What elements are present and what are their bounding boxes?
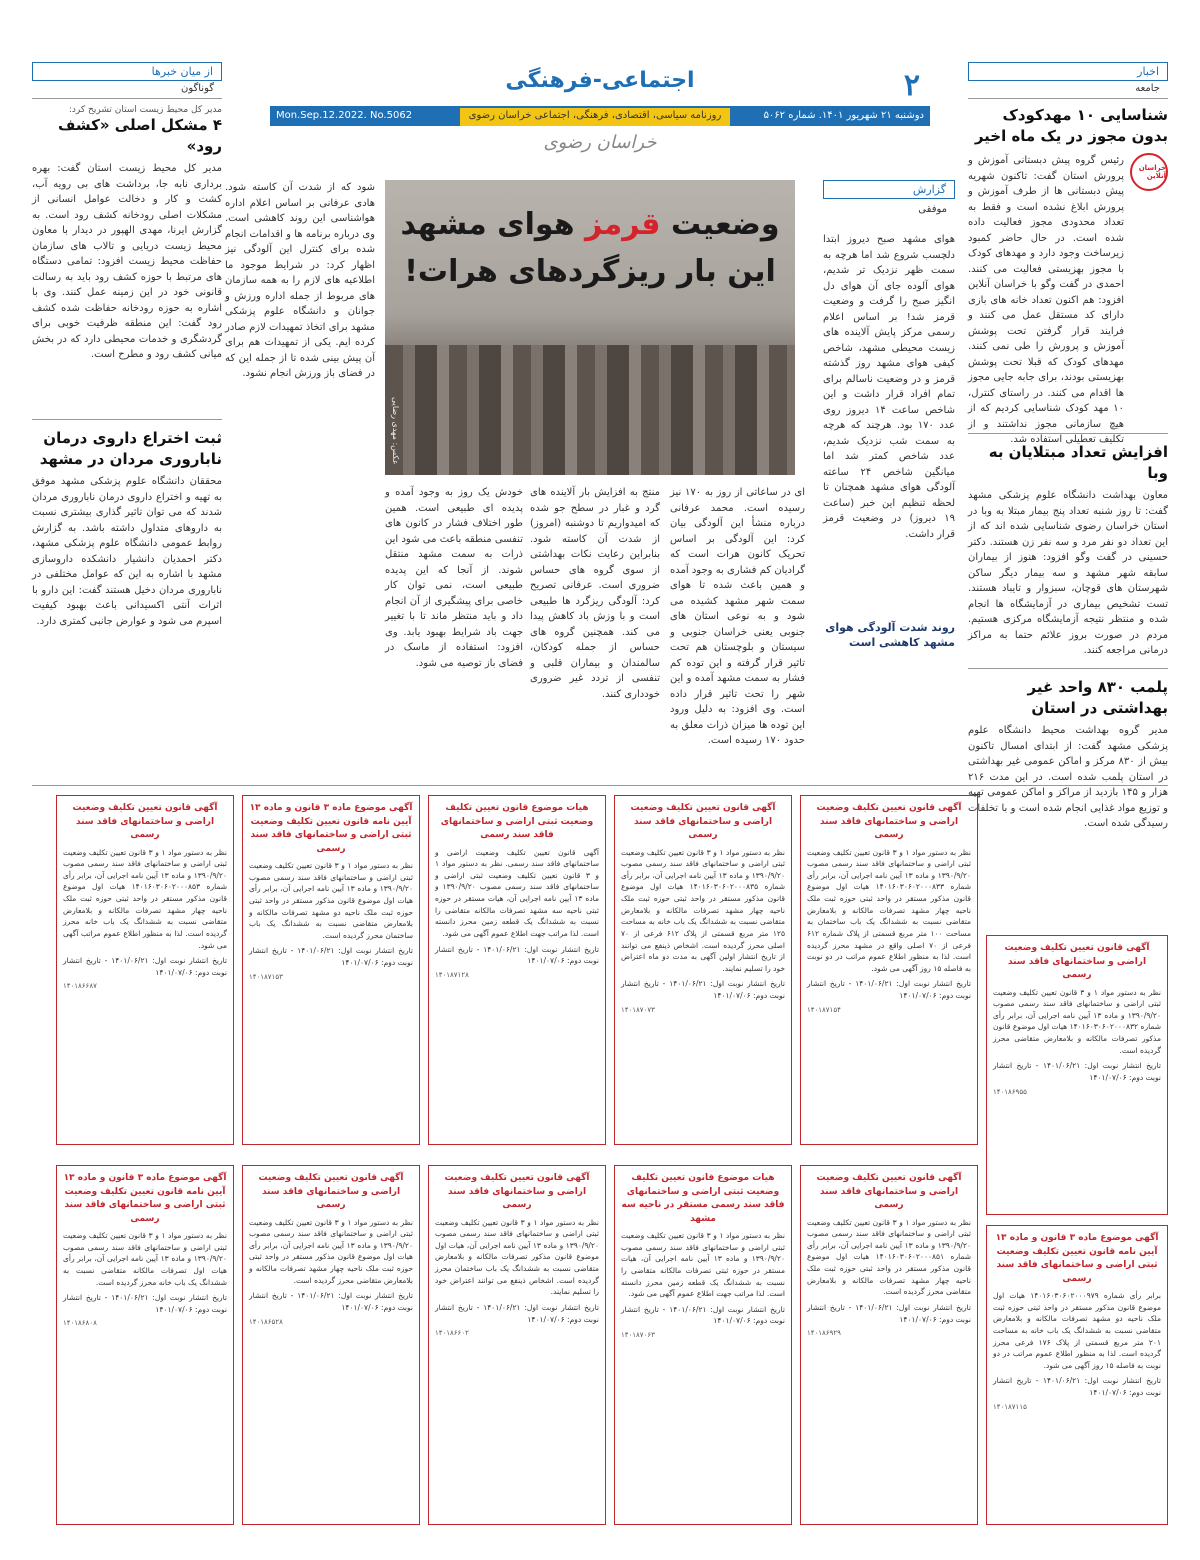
ads-top-rule [32,785,1168,786]
ad-body: نظر به دستور مواد ۱ و ۳ قانون تعیین تکلیف وضعیت ثبتی اراضی و ساختمانهای فاقد سند رسمی مصوب ۱۳۹۰/۹/۲۰ و ماده ۱۳ آیین نامه اجرایی آن، برابر رأی شماره ۱۴۰۱۶۰۳۰۶۰۲۰۰۰۸۳۲ هیات اول موضوع قانون مذکور تصرفات مالکانه و بلامعارض متقاضی محرز گردیده است. [993,987,1161,1055]
briefs-section-tag: از میان خبرها [32,62,222,81]
section-title: اجتماعی-فرهنگی [505,68,695,93]
legal-ad [428,795,606,1145]
legal-ad [56,1165,234,1525]
ad-body: نظر به دستور مواد ۱ و ۳ قانون تعیین تکلیف وضعیت ثبتی اراضی و ساختمانهای فاقد سند رسمی مصوب ۱۳۹۰/۹/۲۰ و ماده ۱۳ آیین نامه اجرایی آن، برابر رأی شماره ۱۴۰۱۶۰۳۰۶۰۲۰۰۰۸۵۳ هیات اول موضوع قانون مذکور مستقر در واحد ثبتی حوزه ثبت ملک ناحیه چهار مشهد تصرفات مالکانه و بلامعارض متقاضی نسبت به ششدانگ یک باب خانه محرز گردیده است. لذا به منظور اطلاع عموم مراتب آگهی می شود. [63,847,227,950]
ad-body: آگهی قانون تعیین تکلیف وضعیت اراضی و ساختمانهای فاقد سند رسمی. نظر به دستور مواد ۱ و ۳ قانون تعیین تکلیف وضعیت ثبتی اراضی و ساختمانهای فاقد سند رسمی مصوب ۱۳۹۰/۹/۲۰ و ماده ۱۳ آیین نامه اجرایی آن، هیات مستقر در حوزه ثبتی ناحیه سه مشهد تصرفات مالکانه متقاضی را نسبت به ششدانگ یک قطعه زمین محرز دانسته است. لذا مراتب جهت اطلاع عموم آگهی می شود. [435,847,599,938]
ad-dates: تاریخ انتشار نوبت اول: ۱۴۰۱/۰۶/۲۱ - تاریخ انتشار نوبت دوم: ۱۴۰۱/۰۷/۰۶ [435,1302,599,1324]
ad-title: هیات موضوع قانون تعیین تکلیف وضعیت ثبتی اراضی و ساختمانهای فاقد سند رسمی [440,803,594,840]
ad-title: آگهی قانون تعیین تکلیف وضعیت اراضی و ساختمانهای فاقد سند رسمی [258,1173,404,1210]
report-subhead: روند شدت آلودگی هوای مشهد کاهشی است [825,621,955,650]
ad-title: آگهی قانون تعیین تکلیف وضعیت اراضی و ساختمانهای فاقد سند رسمی [72,803,218,840]
news-title-2[interactable]: افزایش تعداد مبتلایان به وبا [988,443,1168,482]
news-title-3[interactable]: پلمب ۸۳۰ واحد غیر بهداشتی در استان [1027,678,1168,717]
ad-code: ۱۴۰۱۸۷۱۵۳ [249,972,283,981]
briefs-sub-tag: گوناگون [180,83,214,94]
ad-title: آگهی قانون تعیین تکلیف وضعیت اراضی و ساختمانهای فاقد سند رسمی [816,803,962,840]
report-intro: هوای مشهد صبح دیروز ابتدا دلچسب شروع شد اما هرچه به سمت ظهر نزدیک تر شدیم، هوای آلوده جای آن هوای دل انگیز صبح را گرفت و وضعیت قرمز شد! بر اساس اعلام رسمی مرکز پایش آلاینده های زیست محیطی مشهد، شاخص کیفی هوای مشهد روز گذشته قرمز و در وضعیت ناسالم برای تمام افراد قرار داشت و این شاخص ساعت ۱۴ دیروز روی عدد ۱۷۰ بود. هرچند که هرچه به سمت شب نزدیک شدیم، عدد شاخص کمتر شد اما میانگین شاخص ۲۴ ساعته آلودگی هوای مشهد همچنان تا لحظه تنظیم این خبر (ساعت ۱۹ دیروز) در وضعیت قرمز قرار داشت. [823,234,955,540]
divider [32,98,222,99]
brief-body-2: محققان دانشگاه علوم پزشکی مشهد موفق به تهیه و اختراع داروی درمان ناباروری مردان شدند که می توان تاثیر گذاری بیشتری نسبت به داروهای متداول داشته باشد. به گزارش روابط عمومی دانشگاه علوم پزشکی مشهد، دکتر احمدیان دانشیار دانشکده داروسازی مشهد با اشاره به این که عوامل مختلفی در ناباروری مردان دخیل هستند گفت: این دارو با اثرات آنتی اکسیدانی باعث بهبود کیفیت اسپرم می شود و عوارض جانبی کمتری دارد. [32,476,222,627]
ad-body: نظر به دستور مواد ۱ و ۳ قانون تعیین تکلیف وضعیت ثبتی اراضی و ساختمانهای فاقد سند رسمی مصوب ۱۳۹۰/۹/۲۰ و ماده ۱۳ آیین نامه اجرایی آن، برابر رأی شماره ۱۴۰۱۶۰۳۰۶۰۲۰۰۰۸۳۳ هیات اول موضوع قانون مذکور مستقر در واحد ثبتی حوزه ثبت ملک ناحیه چهار مشهد تصرفات مالکانه و بلامعارض متقاضی نسبت به ششدانگ یک باب ساختمان به مساحت ۱۰۰ متر مربع قسمتی از پلاک شماره ۶۱۲ فرعی از ۷۰ اصلی واقع در مشهد محرز گردیده است. لذا به منظور اطلاع عموم مراتب در دو نوبت به فاصله ۱۵ روز آگهی می شود. [807,847,971,973]
brief-title-2[interactable]: ثبت اختراع داروی درمان ناباروری مردان در مشهد [39,429,222,468]
report-headline [385,202,795,295]
headline-line-1: وضعیت قرمز هوای مشهد [400,207,780,242]
ad-title: آگهی موضوع ماده ۳ قانون و ماده ۱۳ آیین نامه قانون تعیین تکلیف وضعیت ثبتی اراضی و ساختمانهای فاقد سند رسمی [63,1173,227,1224]
khorasan-online-logo: خراسان آنلاین [1130,153,1168,191]
report-tag: گزارش [823,180,955,199]
news-body-2: معاون بهداشت دانشگاه علوم پزشکی مشهد گفت: تا روز شنبه تعداد پنج بیمار مبتلا به وبا در استان خراسان رضوی شناسایی شده اند که از این تعداد دو نفر مرد و سه نفر زن هستند. دکتر حسینی در گفت وگو افزود: هنوز از بیماران سابقه شهر مشهد و سه بیمار دیگر ساکن شهرستان های قوچان، سبزوار و تایباد هستند. تست تشخیص بیماری در آزمایشگاه ها انجام شده و منتظر نتیجه آزمایشگاه مرکزی هستیم. مردم در صورت بروز علائم حتما به مراکز درمانی مراجعه کنند. [968,490,1168,656]
ad-code: ۱۴۰۱۸۶۹۵۵ [993,1087,1027,1096]
ad-code: ۱۴۰۱۸۶۸۰۸ [63,1319,97,1328]
ad-body: نظر به دستور مواد ۱ و ۳ قانون تعیین تکلیف وضعیت ثبتی اراضی و ساختمانهای فاقد سند رسمی مصوب ۱۳۹۰/۹/۲۰ و ماده ۱۳ آیین نامه اجرایی آن، برابر رأی شماره ۱۴۰۱۶۰۳۰۶۰۲۰۰۰۸۳۵ هیات اول موضوع قانون مذکور مستقر در واحد ثبتی حوزه ثبت ملک ناحیه چهار مشهد تصرفات مالکانه و بلامعارض متقاضی نسبت به ششدانگ یک باب خانه به مساحت ۱۲۵ متر مربع قسمتی از پلاک ۶۱۲ فرعی از ۷۰ اصلی محرز گردیده است. اشخاص ذینفع می توانند از تاریخ انتشار اولین آگهی به مدت دو ماه اعتراض خود را تسلیم نمایند. [621,847,785,973]
page-number: ۲ [903,68,920,103]
right-column [968,62,1168,829]
ad-dates: تاریخ انتشار نوبت اول: ۱۴۰۱/۰۶/۲۱ - تاریخ انتشار نوبت دوم: ۱۴۰۱/۰۷/۰۶ [993,1061,1161,1082]
ad-body: نظر به دستور مواد ۱ و ۳ قانون تعیین تکلیف وضعیت ثبتی اراضی و ساختمانهای فاقد سند رسمی مصوب ۱۳۹۰/۹/۲۰ و ماده ۱۳ آیین نامه اجرایی آن، هیات اول موضوع قانون مذکور تصرفات مالکانه و بلامعارض متقاضی نسبت به ششدانگ یک باب ساختمان محرز گردیده است. اشخاص ذینفع می توانند اعتراض خود را تسلیم نمایند. [435,1217,599,1297]
ad-body: نظر به دستور مواد ۱ و ۳ قانون تعیین تکلیف وضعیت ثبتی اراضی و ساختمانهای فاقد سند رسمی مصوب ۱۳۹۰/۹/۲۰ و ماده ۱۳ آیین نامه اجرایی آن، برابر رأی هیات اول تصرفات مالکانه متقاضی نسبت به ششدانگ یک باب خانه محرز گردیده است. [63,1231,227,1287]
report-author: موفقی [918,204,947,215]
brief-body-1: مدیر کل محیط زیست استان گفت: بهره برداری نابه جا، برداشت های بی رویه آب، کشت و کار و دخالت عوامل انسانی از مشکلات اصلی رودخانه کشف رود است. به گزارش ایرنا، مهدی الهپور در دیدار با معاون محیط زیست دریایی و تالاب های سازمان حفاظت محیط زیست افزود: تمامی دستگاه های مرتبط با حوزه کشف رود باید به رسالت قانونی خود در این زمینه عمل کنند. وی با اشاره به حوزه رودخانه حفاظت شده کشف رود گفت: این منطقه ظرفیت خوبی برای گردشگری و خدمات محیطی دارد که در بخش میانی کشف رود و مطرح است. [32,163,222,360]
ad-body: نظر به دستور مواد ۱ و ۳ قانون تعیین تکلیف وضعیت ثبتی اراضی و ساختمانهای فاقد سند رسمی مصوب ۱۳۹۰/۹/۲۰ و ماده ۱۳ آیین نامه اجرایی آن، هیات مستقر در حوزه ثبتی تصرفات مالکانه متقاضی را نسبت به ششدانگ یک قطعه زمین محرز دانسته است. لذا مراتب جهت اطلاع عموم آگهی می شود. [621,1231,785,1299]
ad-code: ۱۴۰۱۸۷۱۵۴ [807,1005,841,1014]
date-line: دوشنبه ۲۱ شهریور ۱۴۰۱. شماره ۵۰۶۲ [730,108,930,126]
legal-ad [56,795,234,1145]
ad-dates: تاریخ انتشار نوبت اول: ۱۴۰۱/۰۶/۲۱ - تاریخ انتشار نوبت دوم: ۱۴۰۱/۰۷/۰۶ [807,1302,971,1324]
news-body-1: رئیس گروه پیش دبستانی آموزش و پرورش استان گفت: تاکنون شهریه پیش دبستانی ها از طرف آموزش و پرورش ابلاغ نشده است و فقط به تعداد محدودی مجوز فعالیت داده شده است. در حال حاضر کمبود زیرساخت وجود دارد و مهدهای کودک با مجوز بهزیستی فعالیت می کنند. احمدی در گفت وگو با خراسان آنلاین افزود: هم اکنون تعداد خانه های بازی دارای کد مستقل عمل می کنند و فرایند قرار گرفتن تحت پوشش آموزش و پرورش را طی نمی کنند. مهدهای کودک که قبلا تحت پوشش بهزیستی بودند، برای جابه جایی مجوز ها اقدام می کنند. در راستای کنترل، ۱۰ مهد کودک شناسایی کردیم که از هیچ سازمانی مجوز نداشتند و از تکلیف تعطیلی استفاده شد. [968,155,1124,445]
ad-code: ۱۴۰۱۸۷۰۷۳ [621,1005,655,1014]
legal-ad [986,935,1168,1215]
ad-title: آگهی قانون تعیین تکلیف وضعیت اراضی و ساختمانهای فاقد سند رسمی [1004,943,1150,980]
latin-date: Mon.Sep.12.2022. No.5062 [270,108,460,126]
legal-ads-area [32,795,1168,1545]
legal-ad [428,1165,606,1525]
smog-photo [385,180,795,475]
ad-dates: تاریخ انتشار نوبت اول: ۱۴۰۱/۰۶/۲۱ - تاریخ انتشار نوبت دوم: ۱۴۰۱/۰۷/۰۶ [621,1304,785,1326]
ad-dates: تاریخ انتشار نوبت اول: ۱۴۰۱/۰۶/۲۱ - تاریخ انتشار نوبت دوم: ۱۴۰۱/۰۷/۰۶ [435,944,599,966]
paper-description: روزنامه سیاسی، اقتصادی، فرهنگی، اجتماعی خراسان رضوی [460,108,730,126]
ad-dates: تاریخ انتشار نوبت اول: ۱۴۰۱/۰۶/۲۱ - تاریخ انتشار نوبت دوم: ۱۴۰۱/۰۷/۰۶ [249,1291,413,1312]
ad-code: ۱۴۰۱۸۶۶۰۲ [435,1329,469,1338]
ad-title: آگهی قانون تعیین تکلیف وضعیت اراضی و ساختمانهای فاقد سند رسمی [630,803,776,840]
ad-code: ۱۴۰۱۸۷۰۶۳ [621,1331,655,1339]
report-col-3: منتج به افزایش بار آلاینده های گرد و غبار در سطح جو شده که امیدواریم تا دوشنبه (امروز) از شدت آن کاسته شود. بنابراین رعایت نکات بهداشتی از سوی گروه های حساس ضروری است. عرفانی تصریح کرد: آلودگی ریزگرد ها طبیعی است و با وزش باد کاهش پیدا می کند. همچنین گروه های حساس از جمله کودکان، سالمندان و بیماران قلبی و تنفسی از تردد غیر ضروری خودداری کنند. [530,487,660,700]
report-col-6: شود که از شدت آن کاسته شود. هادی عرفانی بر اساس اعلام اداره هواشناسی این روند کاهشی است. وی درباره برنامه ها و اقدامات انجام شده برای کنترل این آلودگی نیز اظهار کرد: در شرایط موجود ما اطلاعیه های لازم را به همه سازمان های مربوط از جمله اداره ورزش و جوانان و دانشگاه علوم پزشکی مشهد برای اتخاذ تمهیدات لازم صادر کرده ایم. یکی از تمهیدات هم برای آن پیش بینی شده تا از جمله این که در فضای باز ورزش انجام نشود. [225,182,375,379]
ad-dates: تاریخ انتشار نوبت اول: ۱۴۰۱/۰۶/۲۱ - تاریخ انتشار نوبت دوم: ۱۴۰۱/۰۷/۰۶ [249,946,413,967]
photo-credit: عکس: مهدی رضایی [391,397,400,465]
report-col-4: خودش یک روز به وجود آمده و پدیده ای طبیعی است. همین طور اختلاف فشار در کانون های تنفسی منطقه باعث می شود این ذرات به سمت مشهد منتقل شوند. از آنجا که این پدیده طبیعی است، نمی توان کار خاصی برای پیشگیری از آن انجام داد و باید منتظر ماند تا با تغییر جهت باد شرایط بهبود یابد. وی افزود: استفاده از ماسک در فضای باز توصیه می شود. [385,487,523,669]
legal-ad [800,1165,978,1525]
news-body-3: مدیر گروه بهداشت محیط دانشگاه علوم پزشکی مشهد گفت: از ابتدای امسال تاکنون بیش از ۸۳۰ مرکز و اماکن عمومی غیر بهداشتی در استان پلمب شده است. در این مدت ۲۱۶ هزار و ۱۴۵ بازدید از مراکز و اماکن عمومی تهیه و توزیع مواد غذایی انجام شده است و با تخلفات رسیدگی شده است. [968,725,1168,829]
legal-ad [800,795,978,1145]
ad-code: ۱۴۰۱۸۷۱۱۵ [993,1402,1027,1411]
ad-code: ۱۴۰۱۸۶۶۸۷ [63,982,97,991]
ad-dates: تاریخ انتشار نوبت اول: ۱۴۰۱/۰۶/۲۱ - تاریخ انتشار نوبت دوم: ۱۴۰۱/۰۷/۰۶ [63,956,227,977]
news-title-1[interactable]: شناسایی ۱۰ مهدکودک بدون مجوز در یک ماه اخیر [974,106,1168,145]
ad-title: آگهی قانون تعیین تکلیف وضعیت اراضی و ساختمانهای فاقد سند رسمی [816,1173,962,1210]
legal-ad [986,1225,1168,1525]
news-sub-tag: جامعه [1135,83,1160,94]
ad-body: برابر رأی شماره ۱۴۰۱۶۰۳۰۶۰۲۰۰۰۹۷۹ هیات اول موضوع قانون مذکور مستقر در واحد ثبتی حوزه ثبت ملک ناحیه دو مشهد تصرفات مالکانه و بلامعارض متقاضی نسبت به ششدانگ یک باب خانه به مساحت ۲۰۱ متر مربع قسمتی از پلاک ۱۷۶ فرعی محرز گردیده است. لذا به منظور اطلاع عموم مراتب در دو نوبت به فاصله ۱۵ روز آگهی می شود. [993,1291,1161,1370]
ad-body: نظر به دستور مواد ۱ و ۳ قانون تعیین تکلیف وضعیت ثبتی اراضی و ساختمانهای فاقد سند رسمی مصوب ۱۳۹۰/۹/۲۰ و ماده ۱۳ آیین نامه اجرایی آن، برابر رأی شماره ۱۴۰۱۶۰۳۰۶۰۲۰۰۰۸۵۱ هیات اول موضوع قانون مذکور مستقر در واحد ثبتی حوزه ثبت ملک ناحیه چهار مشهد تصرفات مالکانه و بلامعارض متقاضی محرز گردیده است. [807,1217,971,1297]
ad-body: نظر به دستور مواد ۱ و ۳ قانون تعیین تکلیف وضعیت ثبتی اراضی و ساختمانهای فاقد سند رسمی مصوب ۱۳۹۰/۹/۲۰ و ماده ۱۳ آیین نامه اجرایی آن، برابر رأی هیات اول موضوع قانون مذکور مستقر در واحد ثبتی حوزه ثبت ملک ناحیه چهار مشهد تصرفات مالکانه و بلامعارض متقاضی محرز گردیده است. [249,1217,413,1285]
legal-ad [614,795,792,1145]
legal-ad [242,795,420,1145]
report-col-2: ای در ساعاتی از روز به ۱۷۰ نیز رسیده است. محمد عرفانی درباره منشأ این آلودگی بیان کرد: این آلودگی بر اساس تحریک کانون هرات است که گرادیان کم فشاری به وجود آمده و همین باعث شده تا هوای سمت شهر مشهد کشیده می شود و به نوعی استان های جنوبی یعنی خراسان جنوبی و سیستان و بلوچستان هم تحت تاثیر قرار گرفته و این توده کم فشار به سمت مشهد آمده و این شهر را تحت تاثیر قرار داده است. وی افزود: به دلیل ورود این توده ها میزان ذرات معلق به حدود ۱۷۰ رسیده است. [670,487,805,746]
divider [32,419,222,420]
news-kicker: مدیر کل محیط زیست استان تشریح کرد: [68,105,222,115]
ad-title: آگهی موضوع ماده ۳ قانون و ماده ۱۳ آیین نامه قانون تعیین تکلیف وضعیت ثبتی اراضی و ساختمانهای فاقد سند رسمی [249,803,413,854]
paper-logo: خراسان رضوی [543,132,657,153]
divider [968,668,1168,669]
left-column [32,62,222,772]
brief-title-1[interactable]: ۴ مشکل اصلی «کشف رود» [58,116,222,155]
news-section-tag: اخبار [968,62,1168,81]
legal-ad [242,1165,420,1525]
ad-title: آگهی موضوع ماده ۳ قانون و ماده ۱۳ آیین نامه قانون تعیین تکلیف وضعیت ثبتی اراضی و ساختمانهای فاقد سند رسمی [995,1233,1159,1284]
ad-code: ۱۴۰۱۸۶۹۲۹ [807,1329,841,1338]
headline-line-2: این بار ریزگردهای هرات! [404,253,776,289]
divider [968,98,1168,99]
ad-code: ۱۴۰۱۸۶۵۲۸ [249,1317,283,1326]
masthead [270,60,930,160]
ad-code: ۱۴۰۱۸۷۱۲۸ [435,970,469,979]
report-section [225,180,955,775]
legal-ad [614,1165,792,1525]
header-info-bar [270,108,930,126]
ad-title: آگهی قانون تعیین تکلیف وضعیت اراضی و ساختمانهای فاقد سند رسمی [444,1173,590,1210]
ad-dates: تاریخ انتشار نوبت اول: ۱۴۰۱/۰۶/۲۱ - تاریخ انتشار نوبت دوم: ۱۴۰۱/۰۷/۰۶ [63,1293,227,1314]
city-skyline [385,345,795,475]
ad-dates: تاریخ انتشار نوبت اول: ۱۴۰۱/۰۶/۲۱ - تاریخ انتشار نوبت دوم: ۱۴۰۱/۰۷/۰۶ [807,979,971,1000]
ad-title: هیات موضوع قانون تعیین تکلیف وضعیت ثبتی اراضی و ساختمانهای فاقد سند رسمی مستقر در ناحیه سه مشهد [621,1173,785,1224]
ad-body: نظر به دستور مواد ۱ و ۳ قانون تعیین تکلیف وضعیت ثبتی اراضی و ساختمانهای فاقد سند رسمی مصوب ۱۳۹۰/۹/۲۰ و ماده ۱۳ آیین نامه اجرایی آن، برابر رأی هیات اول موضوع قانون مذکور مستقر در واحد ثبتی حوزه ثبت ملک ناحیه دو مشهد تصرفات مالکانه و بلامعارض متقاضی نسبت به ششدانگ یک باب ساختمان محرز گردیده است. [249,861,413,940]
ad-dates: تاریخ انتشار نوبت اول: ۱۴۰۱/۰۶/۲۱ - تاریخ انتشار نوبت دوم: ۱۴۰۱/۰۷/۰۶ [621,979,785,1000]
ad-dates: تاریخ انتشار نوبت اول: ۱۴۰۱/۰۶/۲۱ - تاریخ انتشار نوبت دوم: ۱۴۰۱/۰۷/۰۶ [993,1376,1161,1397]
